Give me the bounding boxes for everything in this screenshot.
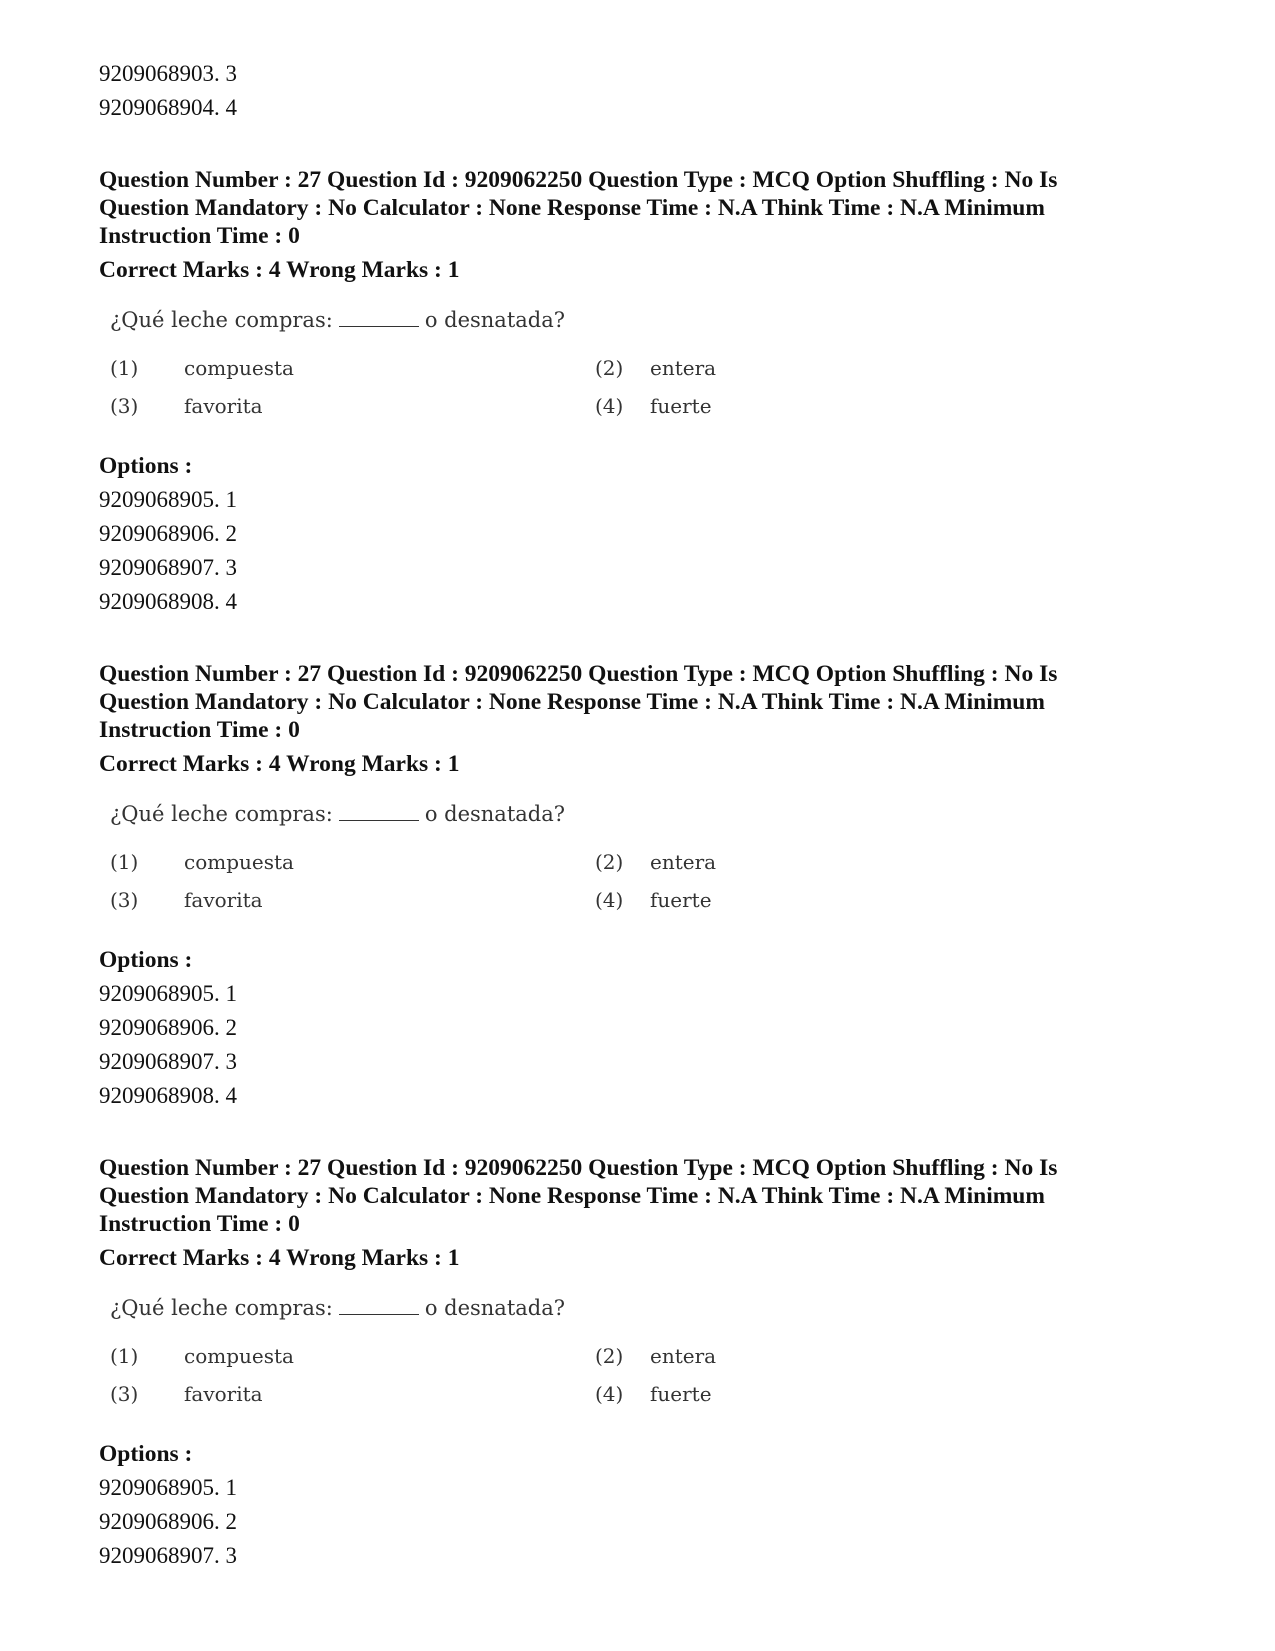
option-line: 9209068906. 2 [99,1015,237,1040]
option-line: 9209068907. 3 [99,1543,237,1568]
option-line: 9209068906. 2 [99,1509,237,1534]
marks-line: Correct Marks : 4 Wrong Marks : 1 [99,1245,460,1271]
options-label: Options : [99,947,193,973]
question-header-line: Instruction Time : 0 [99,1211,300,1237]
choice-number: (2) [595,850,624,874]
option-line: 9209068907. 3 [99,1049,237,1074]
options-label: Options : [99,1441,193,1467]
stem-after: o desnatada? [424,308,566,332]
question-header-line: Question Mandatory : No Calculator : None Response Time : N.A Think Time : N.A Minimum [99,689,1045,715]
option-line: 9209068905. 1 [99,1475,237,1500]
question-stem [110,307,565,333]
choice-text: favorita [184,1382,263,1406]
choice-number: (4) [595,888,624,912]
choice-number: (3) [110,1382,139,1406]
choice-number: (4) [595,1382,624,1406]
marks-line: Correct Marks : 4 Wrong Marks : 1 [99,257,460,283]
choice-text: compuesta [184,356,294,380]
stem-before: ¿Qué leche compras: [110,308,333,332]
question-header-line: Question Number : 27 Question Id : 9209062250 Question Type : MCQ Option Shuffling : No Is [99,661,1058,687]
option-line: 9209068905. 1 [99,487,237,512]
choice-number: (1) [110,356,139,380]
option-line: 9209068907. 3 [99,555,237,580]
choice-number: (3) [110,888,139,912]
option-line: 9209068905. 1 [99,981,237,1006]
answer-blank [339,1313,419,1315]
choice-text: entera [650,1344,717,1368]
stem-after: o desnatada? [424,802,566,826]
choice-text: favorita [184,394,263,418]
choice-number: (2) [595,1344,624,1368]
stem-before: ¿Qué leche compras: [110,1296,333,1320]
question-header-line: Instruction Time : 0 [99,717,300,743]
option-line: 9209068904. 4 [99,95,237,120]
question-stem [110,801,565,827]
question-stem [110,1295,565,1321]
options-label: Options : [99,453,193,479]
choice-number: (3) [110,394,139,418]
choice-text: fuerte [650,394,712,418]
answer-blank [339,325,419,327]
choice-number: (1) [110,1344,139,1368]
question-header-line: Question Number : 27 Question Id : 9209062250 Question Type : MCQ Option Shuffling : No Is [99,167,1058,193]
choice-number: (2) [595,356,624,380]
option-line: 9209068903. 3 [99,61,237,86]
option-line: 9209068906. 2 [99,521,237,546]
choice-text: compuesta [184,1344,294,1368]
question-header-line: Question Mandatory : No Calculator : None Response Time : N.A Think Time : N.A Minimum [99,195,1045,221]
choice-number: (4) [595,394,624,418]
stem-after: o desnatada? [424,1296,566,1320]
marks-line: Correct Marks : 4 Wrong Marks : 1 [99,751,460,777]
choice-text: entera [650,850,717,874]
question-header-line: Question Mandatory : No Calculator : None Response Time : N.A Think Time : N.A Minimum [99,1183,1045,1209]
option-line: 9209068908. 4 [99,589,237,614]
choice-text: favorita [184,888,263,912]
choice-text: fuerte [650,1382,712,1406]
choice-text: compuesta [184,850,294,874]
stem-before: ¿Qué leche compras: [110,802,333,826]
question-header-line: Question Number : 27 Question Id : 9209062250 Question Type : MCQ Option Shuffling : No Is [99,1155,1058,1181]
choice-number: (1) [110,850,139,874]
choice-text: entera [650,356,717,380]
choice-text: fuerte [650,888,712,912]
question-header-line: Instruction Time : 0 [99,223,300,249]
answer-blank [339,819,419,821]
option-line: 9209068908. 4 [99,1083,237,1108]
